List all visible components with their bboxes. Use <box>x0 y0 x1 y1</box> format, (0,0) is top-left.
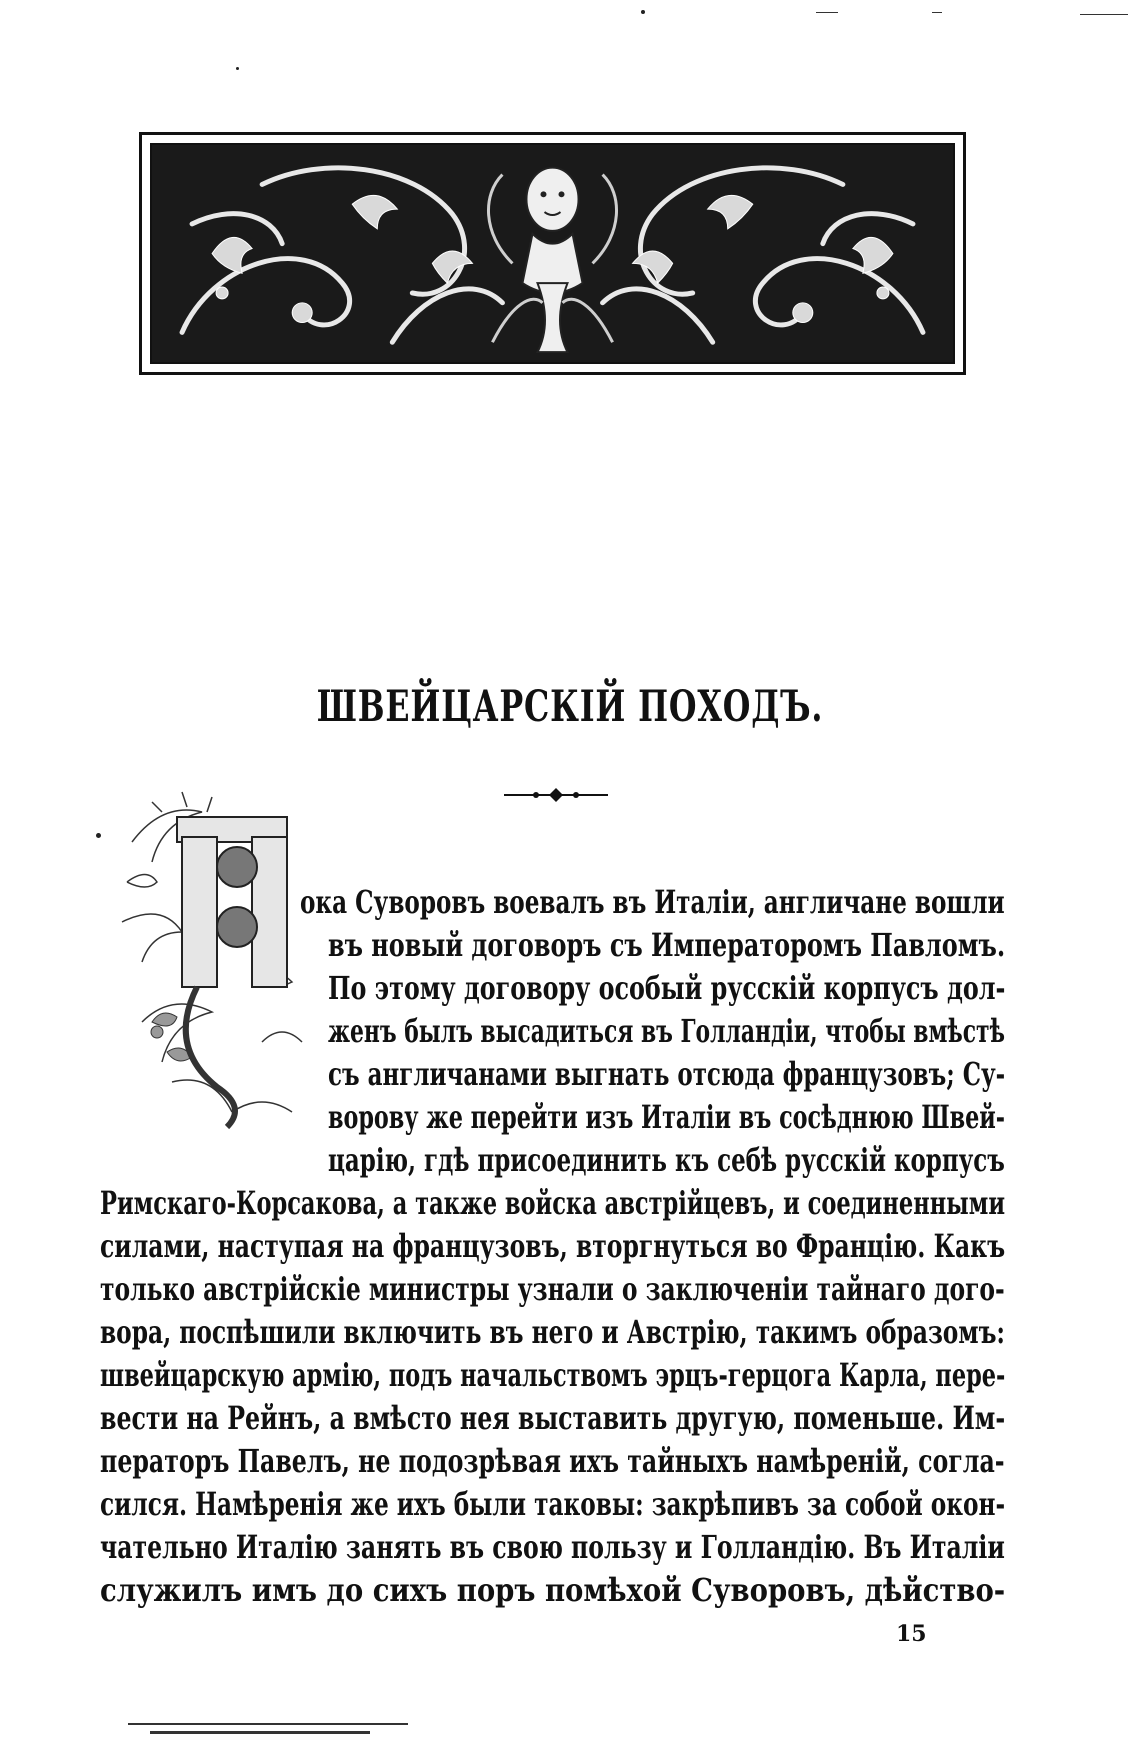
scan-edge-mark <box>816 12 838 13</box>
body-text-line: вора, поспѣшили включить въ него и Австрію, такимъ образомъ: <box>100 1313 1006 1351</box>
scan-speck <box>641 10 645 14</box>
decorated-initial-letter <box>112 782 312 1154</box>
title-divider-ornament <box>504 788 608 802</box>
ornamental-headpiece <box>139 132 966 375</box>
body-text-line: силами, наступая на французовъ, вторгнуться во Францію. Какъ <box>100 1227 1006 1265</box>
chapter-title: ШВЕЙЦАРСКІЙ ПОХОДЪ. <box>316 682 824 732</box>
body-text-line: По этому договору особый русскій корпусъ дол- <box>328 969 1006 1007</box>
body-text-line: женъ былъ высадиться въ Голландіи, чтобы вмѣстѣ <box>328 1012 1005 1050</box>
body-text-line: ператоръ Павелъ, не подозрѣвая ихъ тайныхъ намѣреній, согла- <box>100 1442 1005 1480</box>
body-text-line: царію, гдѣ присоединить къ себѣ русскій корпусъ <box>328 1141 1005 1179</box>
body-text-line: въ новый договоръ съ Императоромъ Павломъ. <box>328 926 1006 964</box>
body-text-line: швейцарскую армію, подъ начальствомъ эрцъ-герцога Карла, пере- <box>100 1356 1006 1394</box>
scan-speck <box>236 67 239 70</box>
body-text-line: служилъ имъ до сихъ поръ помѣхой Суворовъ, дѣйство- <box>100 1571 1006 1609</box>
acanthus-scroll-ornament <box>152 145 953 362</box>
body-text-line: съ англичанами выгнать отсюда французовъ; Су- <box>328 1055 1006 1093</box>
body-text-line: ока Суворовъ воевалъ въ Италіи, англичане вошли <box>300 883 1005 921</box>
body-text-line: ворову же перейти изъ Италіи въ сосѣднюю Швей- <box>328 1098 1006 1136</box>
scan-edge-mark <box>150 1731 370 1734</box>
body-text-line: сился. Намѣренія же ихъ были таковы: закрѣпивъ за собой окон- <box>100 1485 1006 1523</box>
body-text-line: Римскаго-Корсакова, а также войска австрійцевъ, и соединенными <box>100 1184 1006 1222</box>
body-text-line: чательно Италію занять въ свою пользу и Голландію. Въ Италіи <box>100 1528 1005 1566</box>
scan-edge-mark <box>128 1723 408 1725</box>
page-number: 15 <box>896 1621 927 1647</box>
scan-edge-mark <box>1080 14 1128 15</box>
body-text-line: вести на Рейнъ, а вмѣсто нея выставить другую, поменьше. Им- <box>100 1399 1006 1437</box>
scan-speck <box>96 833 101 838</box>
body-text-line: только австрійскіе министры узнали о заключеніи тайнаго дого- <box>100 1270 1005 1308</box>
scan-edge-mark <box>932 12 942 13</box>
